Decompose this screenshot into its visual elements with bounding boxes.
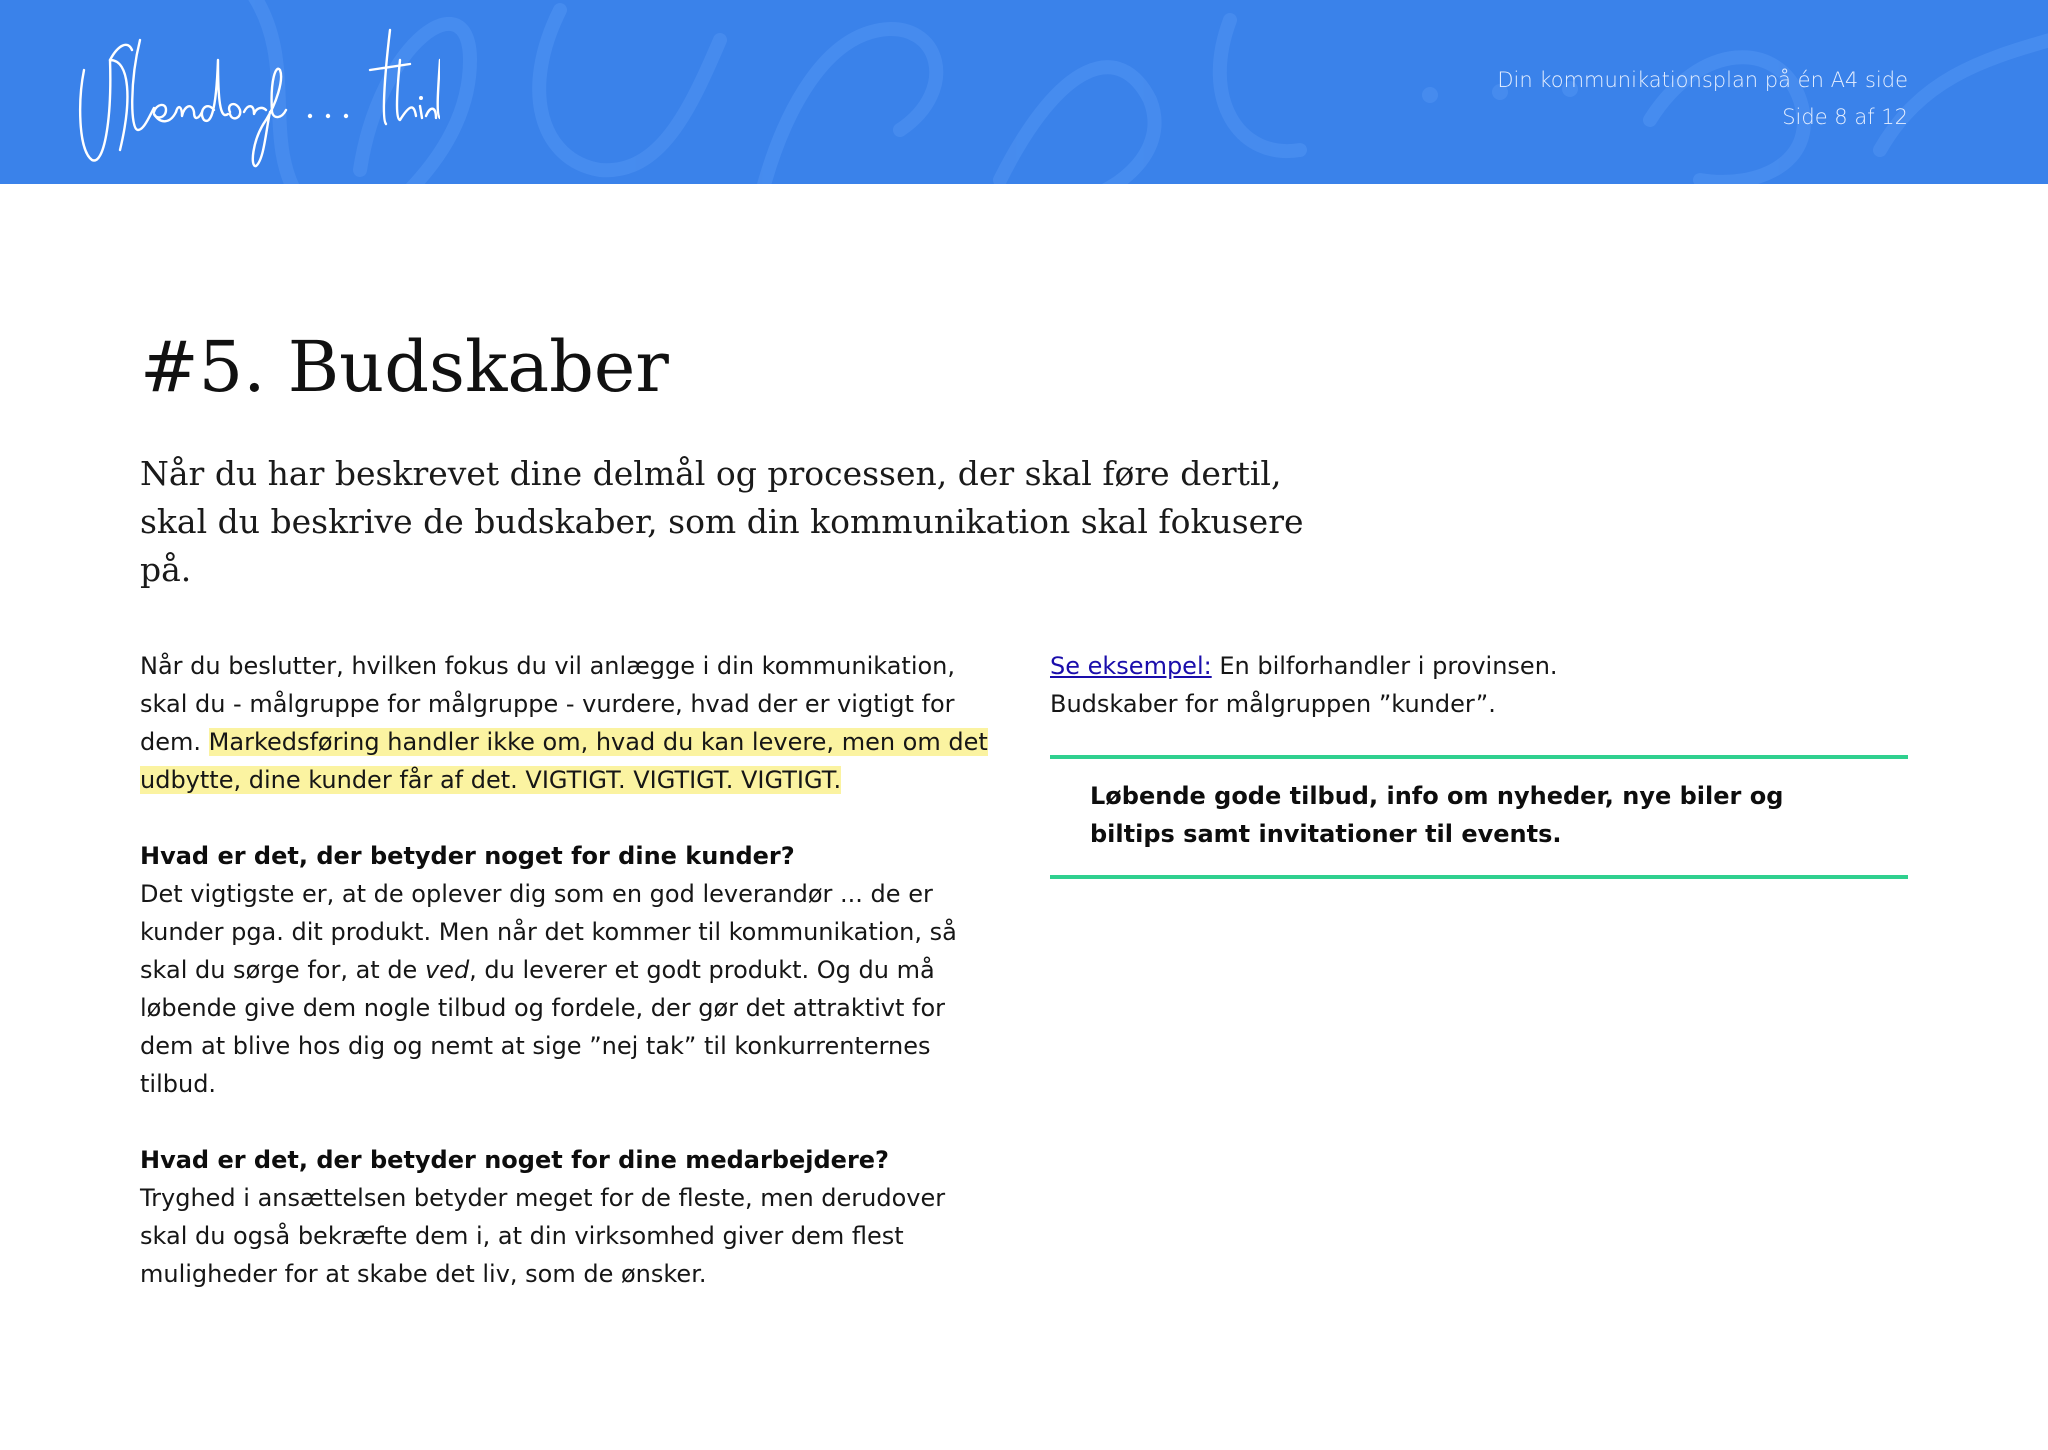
intro-paragraph xyxy=(140,647,1000,799)
example-line xyxy=(1050,647,1908,685)
header-meta xyxy=(1497,62,1908,136)
page-title: #5. Budskaber xyxy=(140,326,669,408)
right-column xyxy=(1050,647,1908,879)
customers-text-emphasis: ved xyxy=(424,956,470,984)
intro-text: Når du beslutter, hvilken fokus du vil anlægge i din kommunikation, skal du - målgruppe for målgruppe - vurdere, hvad der er vigtigt for dem. xyxy=(140,652,956,756)
example-description: En bilforhandler i provinsen. xyxy=(1219,652,1558,680)
see-example-link[interactable]: Se eksempel: xyxy=(1050,652,1212,680)
header-banner xyxy=(0,0,2048,184)
example-subtitle: Budskaber for målgruppen ”kunder”. xyxy=(1050,690,1496,718)
left-column xyxy=(140,647,1000,1293)
employees-heading: Hvad er det, der betyder noget for dine medarbejdere? xyxy=(140,1146,889,1174)
lead-paragraph: Når du har beskrevet dine delmål og processen, der skal føre dertil, skal du beskrive de budskaber, som din kommunikation skal fokusere på. xyxy=(140,454,1304,589)
customers-text-b: , du leverer et godt produkt. Og du må løbende give dem nogle tilbud og fordele, der gør det attraktivt for dem at blive hos dig og nemt at sige ”nej tak” til konkurrenternes tilbud. xyxy=(140,956,946,1098)
message-callout: Løbende gode tilbud, info om nyheder, nye biler og biltips samt invitationer til events. xyxy=(1050,755,1908,879)
document-title: Din kommunikationsplan på én A4 side xyxy=(1497,68,1908,92)
customers-text-a: Det vigtigste er, at de oplever dig som en god leverandør ... de er kunder pga. dit produkt. Men når det kommer til kommunikation, så skal du sørge for, at de xyxy=(140,880,957,984)
page-number: Side 8 af 12 xyxy=(1782,105,1908,129)
highlighted-text: Markedsføring handler ikke om, hvad du kan levere, men om det udbytte, dine kunder får af det. VIGTIGT. VIGTIGT. VIGTIGT. xyxy=(140,728,988,794)
customers-paragraph xyxy=(140,875,1000,1103)
employees-paragraph: Tryghed i ansættelsen betyder meget for de fleste, men derudover skal du også bekræfte dem i, at din virksomhed giver dem flest muligheder for at skabe det liv, som de ønsker. xyxy=(140,1184,946,1288)
ulendorf-think-logo xyxy=(70,20,440,170)
customers-heading: Hvad er det, der betyder noget for dine kunder? xyxy=(140,842,795,870)
